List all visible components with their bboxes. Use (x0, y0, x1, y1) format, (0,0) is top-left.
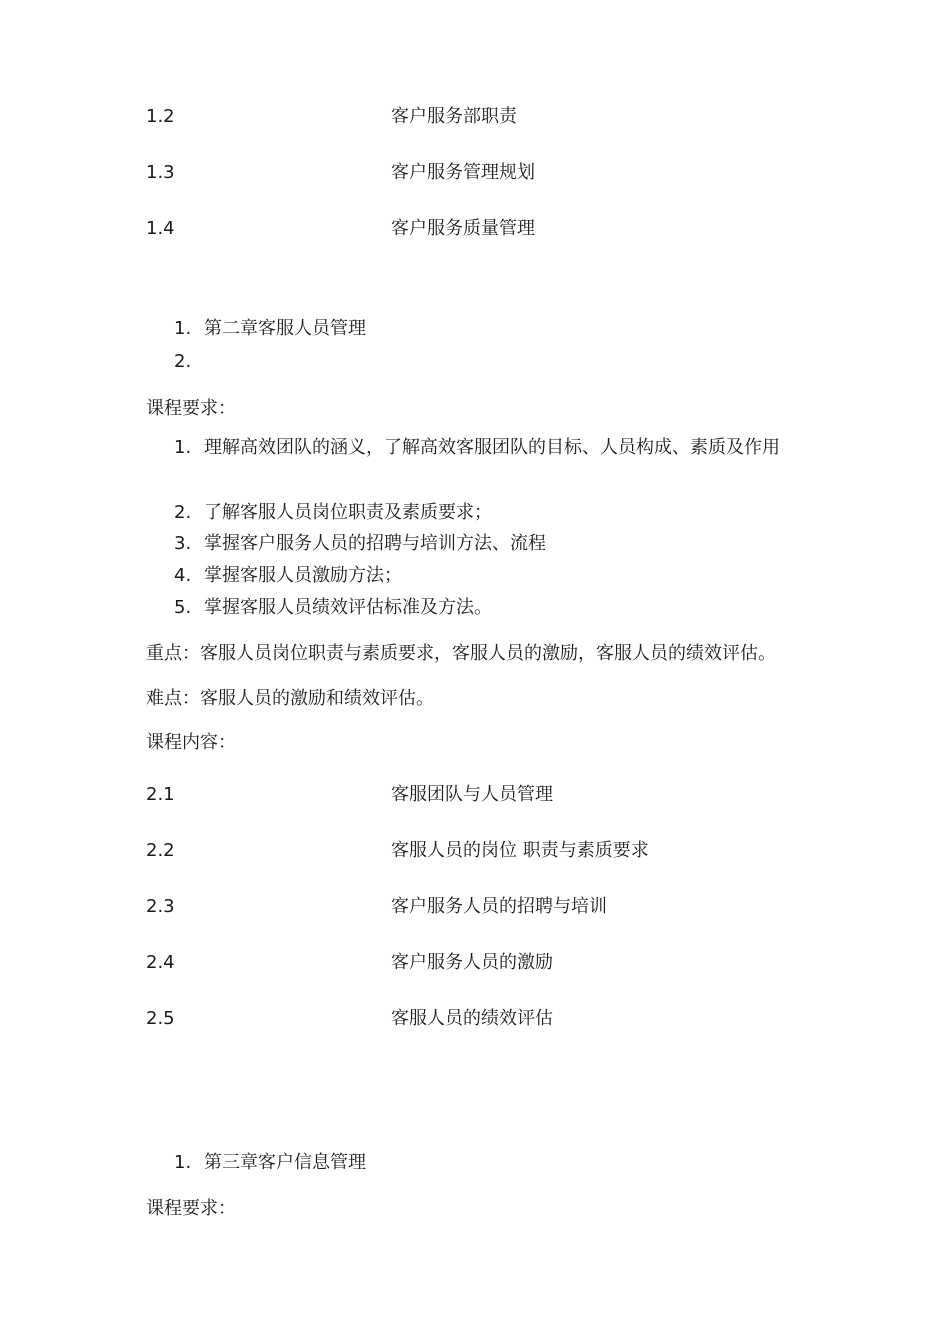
section-title: 客服人员的岗位 职责与素质要求 (391, 840, 649, 861)
list-marker: 2. (174, 351, 192, 372)
list-marker: 3. (174, 533, 192, 554)
section-title: 客户服务人员的激励 (391, 952, 553, 973)
section-title: 客服人员的绩效评估 (391, 1008, 553, 1029)
course-requirements-label: 课程要求： (146, 398, 236, 419)
requirement-text: 掌握客户服务人员的招聘与培训方法、流程 (204, 533, 546, 554)
requirement-text: 了解客服人员岗位职责及素质要求； (204, 502, 492, 523)
chapter-title: 第三章客户信息管理 (204, 1152, 366, 1173)
chapter-title: 第二章客服人员管理 (204, 318, 366, 339)
requirement-text: 掌握客服人员绩效评估标准及方法。 (204, 597, 492, 618)
section-number: 2.3 (146, 896, 175, 917)
section-title: 客服团队与人员管理 (391, 784, 553, 805)
section-number: 1.4 (146, 218, 175, 239)
key-points: 重点：客服人员岗位职责与素质要求，客服人员的激励，客服人员的绩效评估。 (146, 643, 776, 664)
list-marker: 2. (174, 502, 192, 523)
section-number: 2.2 (146, 840, 175, 861)
section-number: 1.2 (146, 106, 175, 127)
section-title: 客户服务人员的招聘与培训 (391, 896, 607, 917)
section-title: 客户服务管理规划 (391, 162, 535, 183)
course-requirements-label: 课程要求： (146, 1198, 236, 1219)
requirement-text: 理解高效团队的涵义，了解高效客服团队的目标、人员构成、素质及作用 (204, 437, 780, 458)
list-marker: 1. (174, 318, 192, 339)
section-number: 2.1 (146, 784, 175, 805)
course-content-label: 课程内容： (146, 732, 236, 753)
list-marker: 1. (174, 437, 192, 458)
section-title: 客户服务部职责 (391, 106, 517, 127)
section-number: 2.5 (146, 1008, 175, 1029)
requirement-text: 掌握客服人员激励方法； (204, 565, 402, 586)
section-number: 1.3 (146, 162, 175, 183)
section-number: 2.4 (146, 952, 175, 973)
list-marker: 4. (174, 565, 192, 586)
difficulties: 难点：客服人员的激励和绩效评估。 (146, 688, 434, 709)
section-title: 客户服务质量管理 (391, 218, 535, 239)
list-marker: 5. (174, 597, 192, 618)
list-marker: 1. (174, 1152, 192, 1173)
